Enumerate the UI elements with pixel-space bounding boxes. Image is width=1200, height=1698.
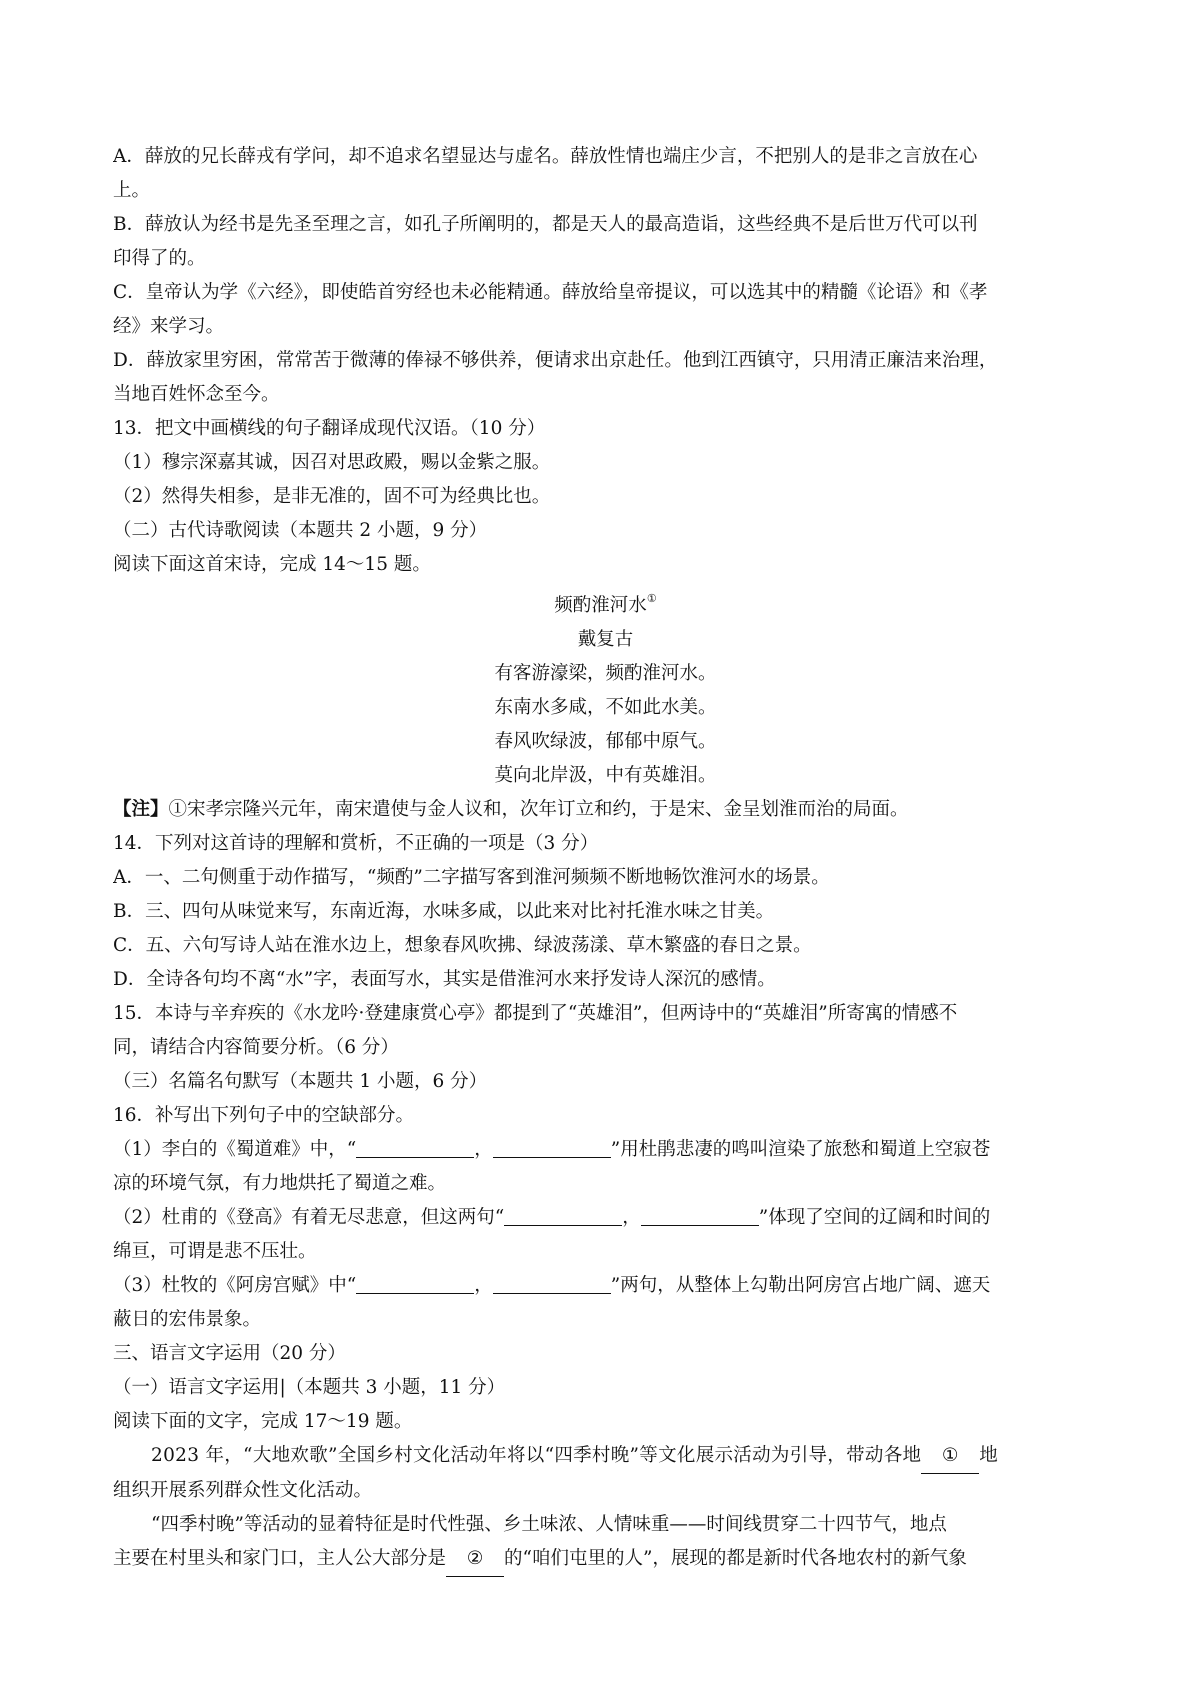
passage-paragraph-1-line2: 组织开展系列群众性文化活动。 bbox=[113, 1480, 373, 1501]
passage-paragraph-2-line2 bbox=[113, 1542, 1098, 1577]
note-text: ①宋孝宗隆兴元年，南宋遣使与金人议和，次年订立和约，于是宋、金呈划淮而治的局面。 bbox=[168, 799, 909, 820]
question-16: 16．补写出下列句子中的空缺部分。 bbox=[113, 1105, 415, 1126]
question-16-item3-line2: 蔽日的宏伟景象。 bbox=[113, 1309, 262, 1330]
poetry-intro: 阅读下面这首宋诗，完成 14～15 题。 bbox=[113, 554, 431, 575]
q16-1-comma: ， bbox=[474, 1139, 493, 1160]
question-16-item1-line2: 凉的环境气氛，有力地烘托了蜀道之难。 bbox=[113, 1173, 447, 1194]
option-b-line2: 印得了的。 bbox=[113, 248, 206, 269]
note-label: 【注】 bbox=[113, 799, 169, 820]
option-d-line2: 当地百姓怀念至今。 bbox=[113, 384, 280, 405]
passage-paragraph-1-line1 bbox=[113, 1439, 1098, 1474]
q16-2-suffix: ”体现了空间的辽阔和时间的 bbox=[758, 1207, 991, 1228]
answer-blank[interactable] bbox=[504, 1203, 622, 1226]
option-a-line1: A．薛放的兄长薛戎有学问，却不追求名望显达与虚名。薛放性情也端庄少言，不把别人的是非之言放在心 bbox=[113, 146, 978, 167]
poem-line-2: 东南水多咸，不如此水美。 bbox=[494, 697, 717, 718]
p1-text: 2023 年，“大地欢歌”全国乡村文化活动年将以“四季村晚”等文化展示活动为引导，带动各地 bbox=[151, 1445, 922, 1466]
poem-line-3: 春风吹绿波，郁郁中原气。 bbox=[494, 731, 717, 752]
q16-1-prefix: （1）李白的《蜀道难》中，“ bbox=[113, 1139, 357, 1160]
answer-blank[interactable] bbox=[493, 1135, 611, 1158]
option-c-line1: C．皇帝认为学《六经》，即使皓首穷经也未必能精通。薛放给皇帝提议，可以选其中的精髓《论语》和《孝 bbox=[113, 282, 988, 303]
question-14: 14．下列对这首诗的理解和赏析，不正确的一项是（3 分） bbox=[113, 833, 599, 854]
poem-note bbox=[113, 793, 1098, 827]
p1-tail: 地 bbox=[979, 1445, 999, 1466]
question-16-item3-line1 bbox=[113, 1269, 1098, 1303]
question-14-option-d: D．全诗各句均不离“水”字，表面写水，其实是借淮河水来抒发诗人深沉的感情。 bbox=[113, 969, 776, 990]
question-16-item2-line1 bbox=[113, 1201, 1098, 1235]
q16-3-suffix: ”两句，从整体上勾勒出阿房宫占地广阔、遮天 bbox=[610, 1275, 991, 1296]
passage-paragraph-2-line1: “四季村晚”等活动的显着特征是时代性强、乡土味浓、人情味重——时间线贯穿二十四节气，地点 bbox=[151, 1514, 947, 1535]
part-three-heading: 三、语言文字运用（20 分） bbox=[113, 1343, 346, 1364]
language-intro: 阅读下面的文字，完成 17～19 题。 bbox=[113, 1411, 413, 1432]
section-poetry-heading: （二）古代诗歌阅读（本题共 2 小题，9 分） bbox=[113, 520, 488, 541]
q16-3-prefix: （3）杜牧的《阿房宫赋》中“ bbox=[113, 1275, 357, 1296]
q16-3-comma: ， bbox=[474, 1275, 493, 1296]
question-13: 13．把文中画横线的句子翻译成现代汉语。（10 分） bbox=[113, 418, 546, 439]
question-16-item2-line2: 绵亘，可谓是悲不压壮。 bbox=[113, 1241, 317, 1262]
question-14-option-b: B．三、四句从味觉来写，东南近海，水味多咸，以此来对比衬托淮水味之甘美。 bbox=[113, 901, 775, 922]
q16-2-comma: ， bbox=[622, 1207, 641, 1228]
option-b-line1: B．薛放认为经书是先圣至理之言，如孔子所阐明的，都是天人的最高造诣，这些经典不是后世万代可以刊 bbox=[113, 214, 978, 235]
p2-text: 主要在村里头和家门口，主人公大部分是 bbox=[113, 1548, 447, 1569]
question-13-item1: （1）穆宗深嘉其诚，因召对思政殿，赐以金紫之服。 bbox=[113, 452, 551, 473]
poem-title bbox=[113, 582, 1098, 623]
poem-line-1: 有客游濠梁，频酌淮河水。 bbox=[494, 663, 717, 684]
answer-blank[interactable] bbox=[356, 1135, 474, 1158]
question-16-item1-line1 bbox=[113, 1133, 1098, 1167]
option-a-line2: 上。 bbox=[113, 180, 151, 201]
p2-tail: 的“咱们屯里的人”，展现的都是新时代各地农村的新气象 bbox=[504, 1548, 967, 1569]
question-15-line1: 15．本诗与辛弃疾的《水龙吟·登建康赏心亭》都提到了“英雄泪”，但两诗中的“英雄泪”所寄寓的情感不 bbox=[113, 1003, 958, 1024]
section-recitation-heading: （三）名篇名句默写（本题共 1 小题，6 分） bbox=[113, 1071, 488, 1092]
question-15-line2: 同，请结合内容简要分析。（6 分） bbox=[113, 1037, 399, 1058]
option-c-line2: 经》来学习。 bbox=[113, 316, 225, 337]
q16-2-prefix: （2）杜甫的《登高》有着无尽悲意，但这两句“ bbox=[113, 1207, 505, 1228]
exam-page bbox=[113, 140, 1098, 1577]
question-14-option-a: A．一、二句侧重于动作描写，“频酌”二字描写客到淮河频频不断地畅饮淮河水的场景。 bbox=[113, 867, 830, 888]
poem-author: 戴复古 bbox=[577, 629, 634, 650]
question-14-option-c: C．五、六句写诗人站在淮水边上，想象春风吹拂、绿波荡漾、草木繁盛的春日之景。 bbox=[113, 935, 812, 956]
poem-title-text: 频酌淮河水 bbox=[554, 595, 647, 616]
answer-blank[interactable] bbox=[493, 1271, 611, 1294]
option-d-line1: D．薛放家里穷困，常常苦于微薄的俸禄不够供养，便请求出京赴任。他到江西镇守，只用清正廉洁来治理， bbox=[113, 350, 998, 371]
poem-line-4: 莫向北岸汲，中有英雄泪。 bbox=[494, 765, 717, 786]
passage-blank-1[interactable]: ① bbox=[921, 1439, 979, 1474]
section-language-heading: （一）语言文字运用|（本题共 3 小题，11 分） bbox=[113, 1377, 506, 1398]
question-13-item2: （2）然得失相参，是非无准的，固不可为经典比也。 bbox=[113, 486, 551, 507]
answer-blank[interactable] bbox=[356, 1271, 474, 1294]
answer-blank[interactable] bbox=[641, 1203, 759, 1226]
poem-note-mark: ① bbox=[646, 592, 657, 605]
passage-blank-2[interactable]: ② bbox=[446, 1542, 504, 1577]
q16-1-suffix: ”用杜鹃悲凄的鸣叫渲染了旅愁和蜀道上空寂苍 bbox=[610, 1139, 991, 1160]
